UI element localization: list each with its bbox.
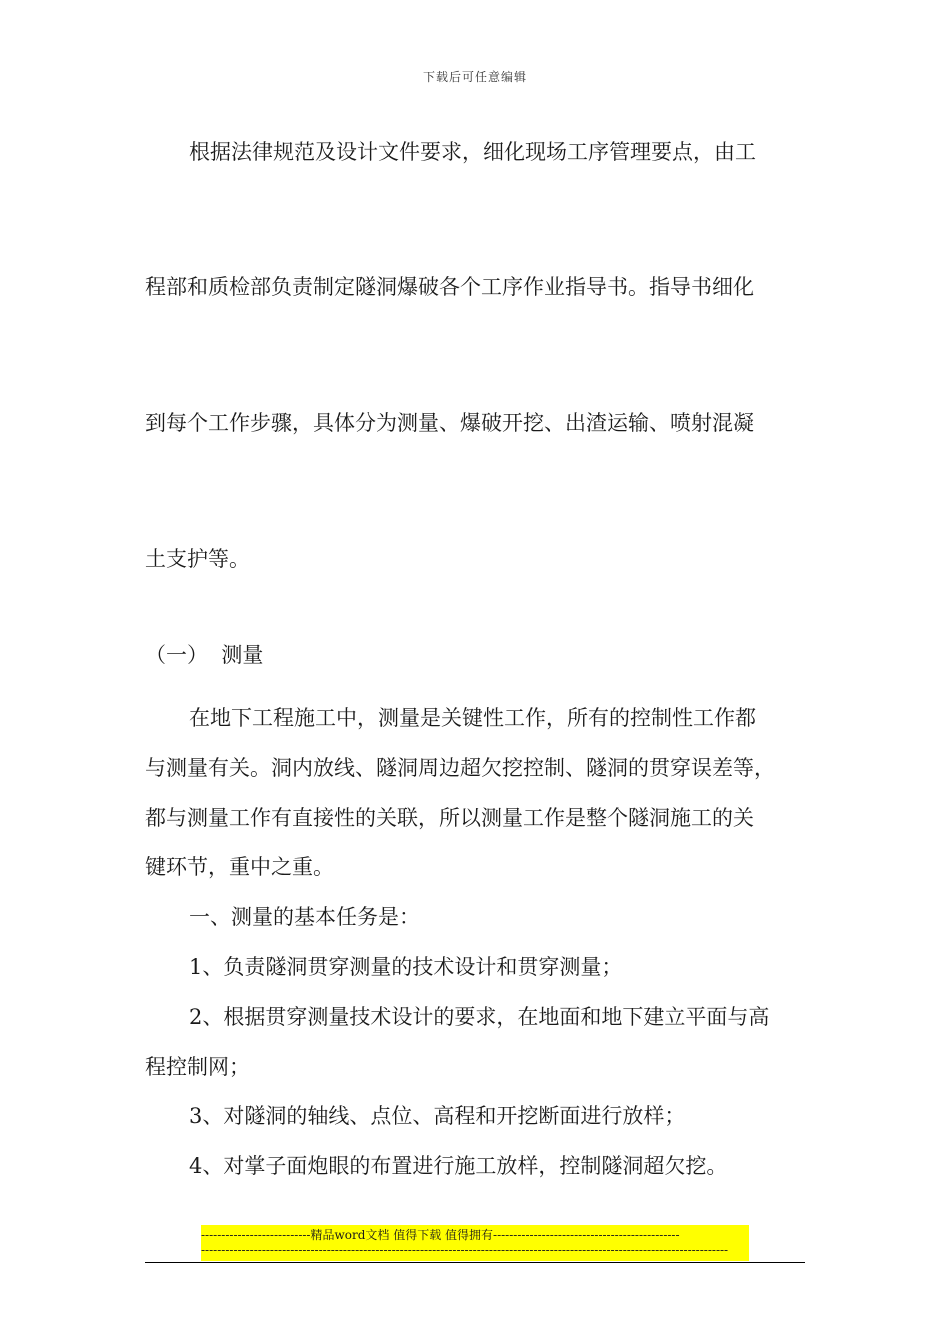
- task-line-3: 3、对隧洞的轴线、点位、高程和开挖断面进行放样；: [189, 1104, 686, 1128]
- intro-line-4: 土支护等。: [145, 547, 250, 571]
- task-line-2-cont: 程控制网；: [145, 1055, 250, 1079]
- intro-line-3: 到每个工作步骤，具体分为测量、爆破开挖、出渣运输、喷射混凝: [145, 411, 754, 435]
- footer-banner-line-1: ---------------------------精品word文档 值得下载 值得拥有----------------------------------------------: [201, 1228, 680, 1242]
- task-line-4: 4、对掌子面炮眼的布置进行施工放样，控制隧洞超欠挖。: [189, 1154, 728, 1178]
- measurement-line-2: 与测量有关。洞内放线、隧洞周边超欠挖控制、隧洞的贯穿误差等，: [145, 756, 775, 780]
- footer-banner: [201, 1225, 749, 1261]
- measurement-line-3: 都与测量工作有直接性的关联，所以测量工作是整个隧洞施工的关: [145, 806, 754, 830]
- task-line-1: 1、负责隧洞贯穿测量的技术设计和贯穿测量；: [189, 955, 623, 979]
- footer-banner-line-2: ----------------------------------------------------------------------------------------------------------------------------------: [201, 1243, 729, 1257]
- measurement-line-1: 在地下工程施工中，测量是关键性工作，所有的控制性工作都: [189, 706, 756, 730]
- intro-line-2: 程部和质检部负责制定隧洞爆破各个工序作业指导书。指导书细化: [145, 275, 754, 299]
- tasks-heading: 一、测量的基本任务是：: [189, 905, 420, 929]
- footer-rule: [145, 1262, 805, 1263]
- header-note: 下载后可任意编辑: [422, 70, 527, 84]
- task-line-2: 2、根据贯穿测量技术设计的要求，在地面和地下建立平面与高: [189, 1005, 770, 1029]
- intro-line-1: 根据法律规范及设计文件要求，细化现场工序管理要点，由工: [189, 140, 756, 164]
- measurement-line-4: 键环节，重中之重。: [145, 855, 334, 879]
- section-heading: （一） 测量: [145, 643, 264, 667]
